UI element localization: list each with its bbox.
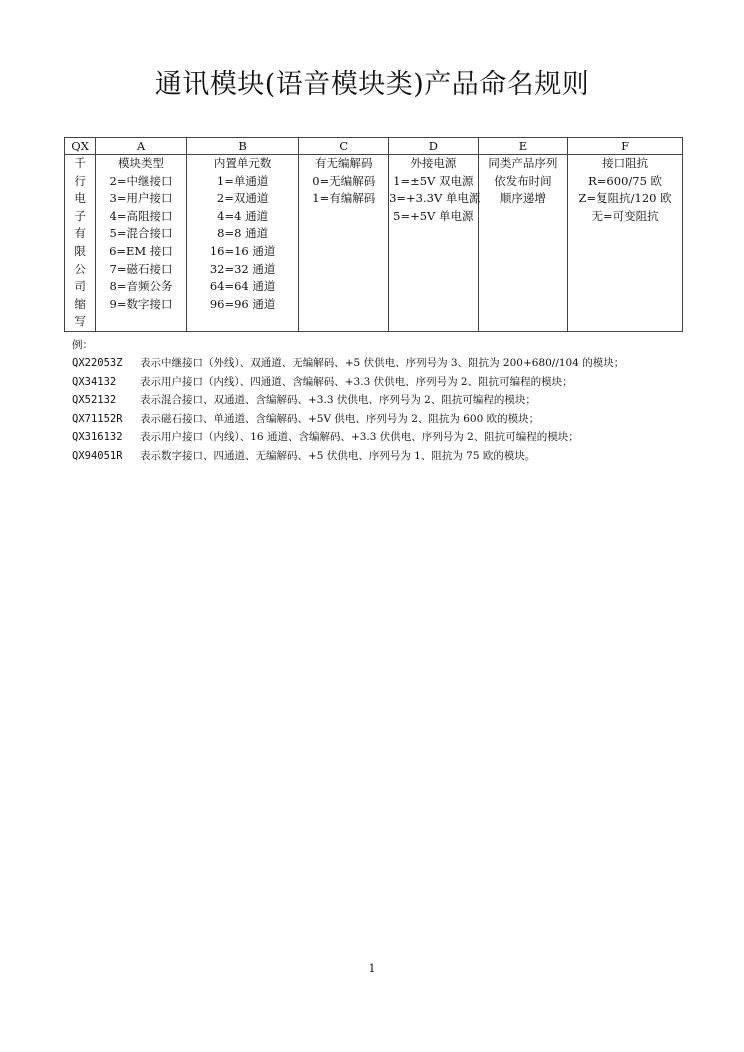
cell-line: 9=数字接口: [109, 296, 173, 311]
header-d: D: [389, 138, 479, 155]
examples-section: [72, 336, 624, 466]
table-header-row: [65, 138, 683, 155]
cell-line: R=600/75 欧: [588, 173, 663, 188]
cell-line: 顺序递增: [499, 191, 546, 206]
header-a: A: [96, 138, 187, 155]
company-char: 缩: [74, 296, 86, 311]
example-code: QX316132: [72, 431, 123, 444]
header-b: B: [186, 138, 299, 155]
example-description: 表示中继接口（外线）、双通道、无编解码、+5 伏供电、序列号为 3、阻抗为 200+680//104 的模块；: [140, 357, 625, 369]
column-f-impedance: [568, 155, 683, 332]
cell-line: Z=复阻抗/120 欧: [578, 191, 672, 206]
column-e-sequence: [478, 155, 568, 332]
cell-line: 1=有编解码: [312, 191, 376, 206]
example-code: QX71152R: [72, 412, 123, 425]
example-row: [72, 373, 624, 392]
cell-line: 96=96 通道: [209, 296, 276, 311]
company-char: 限: [74, 243, 86, 258]
cell-line: 5=+5V 单电源: [393, 208, 474, 223]
cell-line: 1=±5V 双电源: [393, 173, 474, 188]
table-body-row: [65, 155, 683, 332]
column-c-codec: [299, 155, 389, 332]
naming-rules-table: [64, 137, 683, 332]
cell-line: 2=双通道: [216, 191, 269, 206]
examples-heading: 例：: [72, 339, 93, 351]
document-title: 通讯模块(语音模块类)产品命名规则: [154, 69, 590, 100]
cell-line: 依发布时间: [494, 173, 552, 188]
example-code: QX52132: [72, 394, 117, 407]
page-number: 1: [368, 962, 376, 975]
company-char: 有: [74, 226, 86, 241]
example-row: [72, 410, 624, 429]
example-row: [72, 354, 624, 373]
example-code: QX94051R: [72, 449, 123, 462]
column-d-power: [389, 155, 479, 332]
cell-line: 5=混合接口: [109, 226, 173, 241]
company-char: 行: [74, 173, 86, 188]
cell-line: 2=中继接口: [109, 173, 173, 188]
cell-line: 3=+3.3V 单电源: [389, 191, 481, 206]
cell-line: 8=8 通道: [217, 226, 269, 241]
cell-line: 4=高阻接口: [109, 208, 173, 223]
cell-line: 64=64 通道: [209, 279, 276, 294]
example-row: [72, 428, 624, 447]
cell-line: 有无编解码: [315, 156, 373, 170]
company-char: 公: [74, 261, 86, 276]
cell-line: 同类产品序列: [488, 156, 558, 170]
cell-line: 6=EM 接口: [109, 243, 173, 258]
company-char: 千: [74, 156, 86, 170]
cell-line: 4=4 通道: [217, 208, 269, 223]
cell-line: 8=音频公务: [109, 279, 173, 294]
example-code: QX22053Z: [72, 357, 123, 369]
cell-line: 无=可变阻抗: [591, 208, 659, 223]
header-f: F: [568, 138, 683, 155]
company-char: 写: [74, 314, 86, 329]
example-description: 表示混合接口、双通道、含编解码、+3.3 伏供电、序列号为 2、阻抗可编程的模块；: [140, 394, 536, 407]
cell-line: 1=单通道: [216, 173, 269, 188]
column-a-module-type: [96, 155, 187, 332]
company-char: 子: [74, 208, 86, 223]
example-row: [72, 391, 624, 410]
header-e: E: [478, 138, 568, 155]
cell-line: 3=用户接口: [109, 191, 173, 206]
example-description: 表示用户接口（内线）、16 通道、含编解码、+3.3 伏供电、序列号为 2、阻抗可编程的模块；: [140, 431, 579, 444]
example-description: 表示磁石接口、单通道、含编解码、+5V 供电、序列号为 2、阻抗为 600 欧的模块；: [140, 412, 540, 425]
cell-line: 0=无编解码: [312, 173, 376, 188]
header-c: C: [299, 138, 389, 155]
company-char: 电: [74, 191, 86, 206]
header-qx: QX: [65, 138, 96, 155]
cell-line: 模块类型: [117, 156, 164, 170]
cell-line: 16=16 通道: [209, 243, 276, 258]
example-code: QX34132: [72, 375, 117, 388]
cell-line: 7=磁石接口: [109, 261, 173, 276]
example-description: 表示数字接口、四通道、无编解码、+5 伏供电、序列号为 1、阻抗为 75 欧的模块。: [140, 449, 536, 462]
cell-line: 内置单元数: [213, 156, 272, 170]
cell-line: 接口阻抗: [602, 156, 649, 170]
example-description: 表示用户接口（内线）、四通道、含编解码、+3.3 伏供电、序列号为 2、阻抗可编程的模块；: [140, 375, 573, 388]
cell-line: 外接电源: [410, 156, 457, 170]
cell-line: 32=32 通道: [209, 261, 276, 276]
company-abbreviation-cell: [65, 155, 96, 332]
company-char: 司: [74, 279, 86, 294]
example-row: [72, 447, 624, 466]
column-b-unit-count: [186, 155, 299, 332]
